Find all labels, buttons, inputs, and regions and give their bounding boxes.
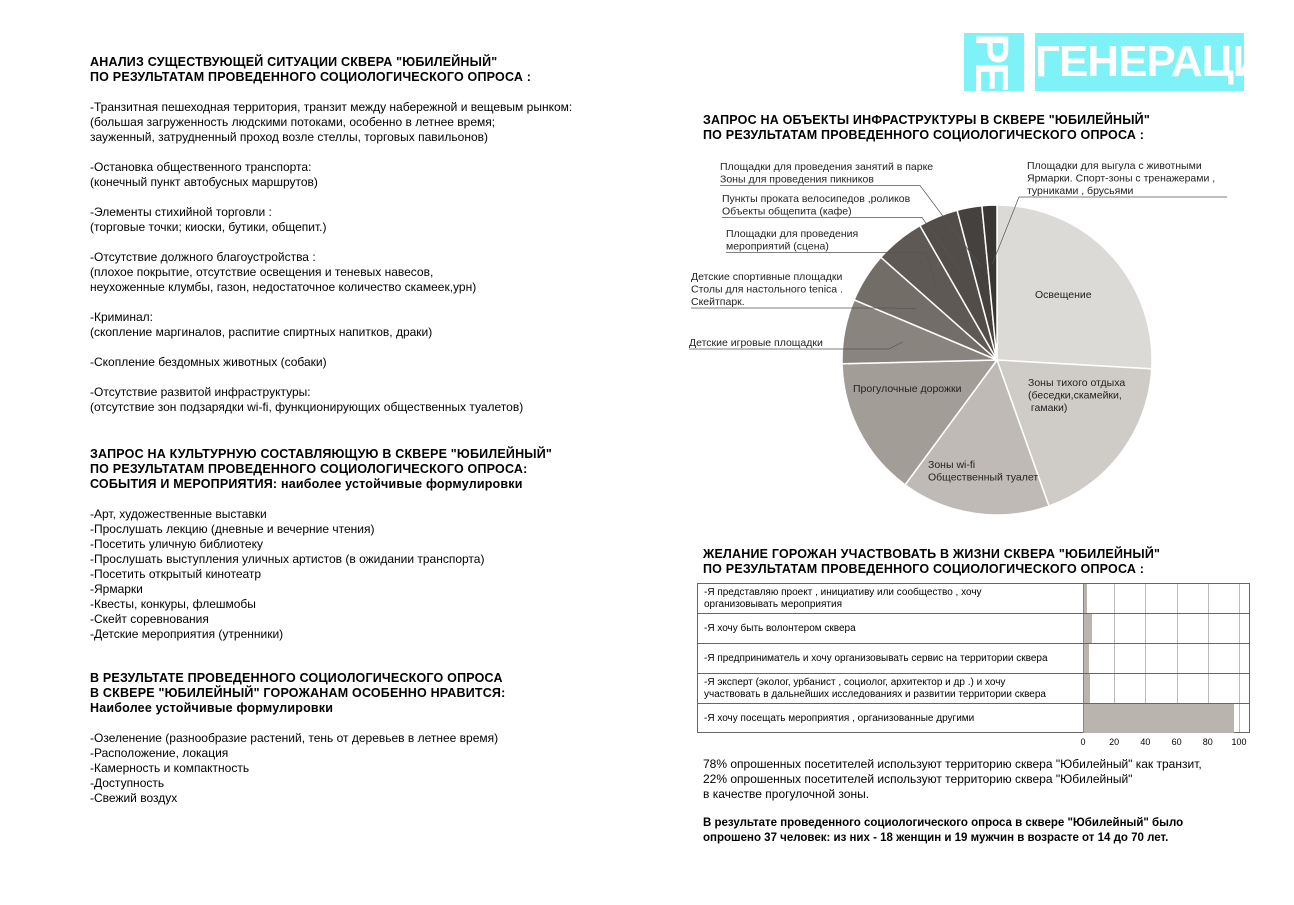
bar-tick-label: 0 [1080,737,1086,747]
section-title-line: ПО РЕЗУЛЬТАТАМ ПРОВЕДЕННОГО СОЦИОЛОГИЧЕСКОГО ОПРОСА: [90,462,528,476]
section-title-line: Наиболее устойчивые формулировки [90,701,334,715]
cultural-item: -Детские мероприятия (утренники) [90,627,284,641]
pie-chart [680,150,1270,530]
bar [1083,644,1089,673]
section-title-line: СОБЫТИЯ И МЕРОПРИЯТИЯ: наиболее устойчивые формулировки [90,477,523,491]
bar-title-line: ЖЕЛАНИЕ ГОРОЖАН УЧАСТВОВАТЬ В ЖИЗНИ СКВЕРА "ЮБИЛЕЙНЫЙ" [703,547,1161,561]
section-title-line: В СКВЕРЕ "ЮБИЛЕЙНЫЙ" ГОРОЖАНАМ ОСОБЕННО НРАВИТСЯ: [90,686,506,700]
pie-slice-label: Пункты проката велосипедов ,роликов Объекты общепита (кафе) [722,193,911,218]
pie-slice [997,205,1152,369]
section-situation-analysis [90,55,650,415]
bar-category-label: -Я эксперт (эколог, урбанист , социолог, архитектор и др .) и хочу участвовать в дальнейших исследованиях и развитии территории сквера [704,677,1046,700]
pie-slice-label: Детские спортивные площадки Столы для настольного teniса . Скейтпарк. [691,271,843,308]
cultural-item: -Посетить уличную библиотеку [90,537,263,551]
situation-item-line: (конечный пункт автобусных маршрутов) [90,175,318,189]
bar-tick-label: 40 [1140,737,1151,747]
cultural-item: -Посетить открытый кинотеатр [90,567,262,581]
pie-chart-title [703,113,1263,143]
stats-line: в качестве прогулочной зоны. [703,787,870,801]
bar-category-label: -Я предприниматель и хочу организовывать сервис на территории сквера [704,653,1048,664]
section-title-line: ЗАПРОС НА КУЛЬТУРНУЮ СОСТАВЛЯЮЩУЮ В СКВЕРЕ "ЮБИЛЕЙНЫЙ" [90,447,553,461]
situation-item-line: -Отсутствие должного благоустройства : [90,250,316,264]
bar [1083,614,1092,643]
pie-slice-label: Площадки для проведения мероприятий (сцена) [726,228,859,253]
logo-re-text: РЕ [966,33,1018,91]
situation-item-line: -Криминал: [90,310,153,324]
bar-row [698,584,1249,614]
situation-item-line: (отсутствие зон подзарядки wi-fi, функционирующих общественных туалетов) [90,400,524,414]
liked-item: -Доступность [90,776,165,790]
bar-row [698,614,1249,644]
summary-line: опрошено 37 человек: из них - 18 женщин и 19 мужчин в возрасте от 14 до 70 лет. [703,832,1169,844]
stats-line: 78% опрошенных посетителей используют территорию сквера "Юбилейный" как транзит, [703,757,1202,771]
bar-category-label: -Я хочу быть волонтером сквера [704,623,856,634]
liked-item: -Свежий воздух [90,791,178,805]
situation-item-line: (торговые точки; киоски, бутики, общепит.) [90,220,327,234]
pie-slice-label: Детские игровые площадки [689,337,823,349]
cultural-item: -Скейт соревнования [90,612,209,626]
survey-stats [703,757,1263,802]
situation-item-line: (большая загруженность людскими потоками, особенно в летнее время; [90,115,496,129]
bar [1083,584,1087,613]
situation-item-line: -Отсутствие развитой инфраструктуры: [90,385,311,399]
bar [1083,674,1090,703]
pie-slice-label: Площадки для выгула с животными Ярмарки. Спорт-зоны с тренажерами , турниками , брусьями [1027,160,1216,197]
liked-item: -Озеленение (разнообразие растений, тень от деревьев в летнее время) [90,731,499,745]
pie-slice-label: Зоны тихого отдыха (беседки,скамейки, гамаки) [1028,377,1126,414]
summary-line: В результате проведенного социологического опроса в сквере "Юбилейный" было [703,817,1184,829]
bar-title-line: ПО РЕЗУЛЬТАТАМ ПРОВЕДЕННОГО СОЦИОЛОГИЧЕСКОГО ОПРОСА : [703,562,1145,576]
cultural-item: -Прослушать выступления уличных артистов (в ожидании транспорта) [90,552,485,566]
cultural-list [90,507,650,642]
section-title-line: АНАЛИЗ СУЩЕСТВУЮЩЕЙ СИТУАЦИИ СКВЕРА "ЮБИЛЕЙНЫЙ" [90,55,498,69]
bar-tick-label: 100 [1231,737,1247,747]
bar-category-label: -Я представляю проект , инициативу или сообщество , хочу организовывать мероприятия [704,587,982,610]
liked-item: -Расположение, локация [90,746,229,760]
logo-re-block [964,33,1024,91]
logo-generation: ГЕНЕРАЦИЯ [1035,33,1244,91]
pie-slice-label: Зоны wi-fi Общественный туалет [928,459,1039,484]
situation-item-line: неухоженные клумбы, газон, недостаточное количество скамеек,урн) [90,280,477,294]
cultural-item: -Ярмарки [90,582,143,596]
liked-list [90,731,650,806]
survey-summary [703,816,1273,846]
situation-item-line: -Остановка общественного транспорта: [90,160,312,174]
bar-chart [697,583,1250,733]
cultural-item: -Квесты, конкуры, флешмобы [90,597,256,611]
pie-title-line: ПО РЕЗУЛЬТАТАМ ПРОВЕДЕННОГО СОЦИОЛОГИЧЕСКОГО ОПРОСА : [703,128,1145,142]
bar-chart-title [703,547,1263,577]
bar-row [698,704,1249,734]
pie-slice-label: Освещение [1035,289,1092,301]
pie-slice-label: Площадки для проведения занятий в парке Зоны для проведения пикников [720,161,934,186]
section-title-line: В РЕЗУЛЬТАТЕ ПРОВЕДЕННОГО СОЦИОЛОГИЧЕСКОГО ОПРОСА [90,671,503,685]
bar-tick-label: 80 [1202,737,1213,747]
bar [1083,704,1234,733]
bar-tick-label: 60 [1171,737,1182,747]
bar-row [698,644,1249,674]
bar-category-label: -Я хочу посещать мероприятия , организованные другими [704,713,975,724]
situation-item-line: -Транзитная пешеходная территория, транзит между набережной и вещевым рынком: [90,100,573,114]
situation-item-line: зауженный, затрудненный проход возле стеллы, торговых павильонов) [90,130,488,144]
cultural-item: -Арт, художественные выставки [90,507,267,521]
bar-tick-label: 20 [1109,737,1120,747]
situation-list [90,100,650,415]
situation-item-line: (скопление маргиналов, распитие спиртных напитков, драки) [90,325,433,339]
section-title-line: ПО РЕЗУЛЬТАТАМ ПРОВЕДЕННОГО СОЦИОЛОГИЧЕСКОГО ОПРОСА : [90,70,532,84]
situation-item-line: -Скопление бездомных животных (собаки) [90,355,327,369]
stats-line: 22% опрошенных посетителей используют территорию сквера "Юбилейный" [703,772,1133,786]
situation-item-line: -Элементы стихийной торговли : [90,205,272,219]
section-cultural-request [90,447,650,642]
situation-item-line: (плохое покрытие, отсутствие освещения и теневых навесов, [90,265,434,279]
bar-row [698,674,1249,704]
pie-slice-label: Прогулочные дорожки [853,383,962,395]
cultural-item: -Прослушать лекцию (дневные и вечерние чтения) [90,522,375,536]
pie-title-line: ЗАПРОС НА ОБЪЕКТЫ ИНФРАСТРУКТУРЫ В СКВЕРЕ "ЮБИЛЕЙНЫЙ" [703,113,1150,127]
section-liked-features [90,671,650,806]
liked-item: -Камерность и компактность [90,761,250,775]
